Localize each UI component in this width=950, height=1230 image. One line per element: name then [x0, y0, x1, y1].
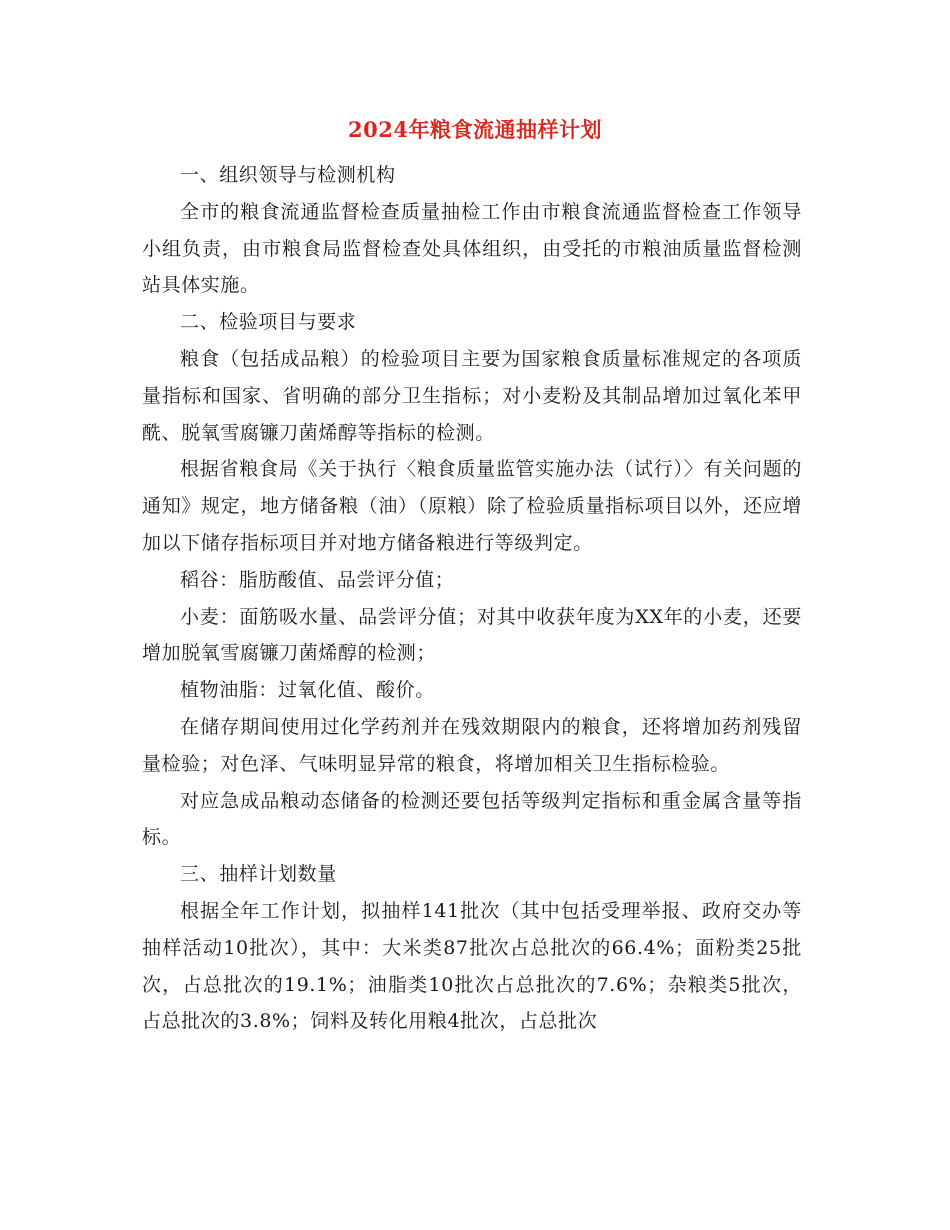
section-heading-organization: 一、组织领导与检测机构: [180, 164, 396, 186]
paragraph-reserve-grain: 根据省粮食局《关于执行〈粮食质量监管实施办法（试行）〉有关问题的通知》规定，地方储备粮（油）（原粮）除了检验质量指标项目以外，还应增加以下储存指标项目并对地方储备粮进行等级判定。: [142, 458, 802, 554]
document-title: 2024年粮食流通抽样计划: [348, 117, 602, 142]
paragraph-organization: 全市的粮食流通监督检查质量抽检工作由市粮食流通监督检查工作领导小组负责，由市粮食局监督检查处具体组织，由受托的市粮油质量监督检测站具体实施。: [142, 200, 802, 297]
section-heading-sampling: 三、抽样计划数量: [180, 863, 337, 886]
paragraph-rice: 稻谷：脂肪酸值、品尝评分值；: [180, 568, 455, 591]
paragraph-inspection-items: 粮食（包括成品粮）的检验项目主要为国家粮食质量标准规定的各项质量指标和国家、省明确的部分卫生指标；对小麦粉及其制品增加过氧化苯甲酰、脱氧雪腐镰刀菌烯醇等指标的检测。: [142, 347, 802, 444]
paragraph-vegetable-oil: 植物油脂：过氧化值、酸价。: [180, 679, 435, 702]
section-heading-inspection: 二、检验项目与要求: [180, 311, 357, 334]
paragraph-chemical-residue: 在储存期间使用过化学药剂并在残效期限内的粮食，还将增加药剂残留量检验；对色泽、气味明显异常的粮食，将增加相关卫生指标检验。: [142, 715, 802, 775]
paragraph-sampling-quantity: 根据全年工作计划，拟抽样141批次（其中包括受理举报、政府交办等抽样活动10批次），其中：大米类87批次占总批次的66.4%；面粉类25批次，占总批次的19.1%；油脂类10批次占总批次的7.6%；杂粮类5批次，占总批次的3.8%；饲料及转化用粮4批次，占总批次: [142, 899, 802, 1033]
paragraph-emergency-reserve: 对应急成品粮动态储备的检测还要包括等级判定指标和重金属含量等指标。: [142, 789, 802, 849]
paragraph-wheat: 小麦：面筋吸水量、品尝评分值；对其中收获年度为XX年的小麦，还要增加脱氧雪腐镰刀菌烯醇的检测；: [142, 605, 802, 665]
document-body: [142, 157, 802, 1040]
